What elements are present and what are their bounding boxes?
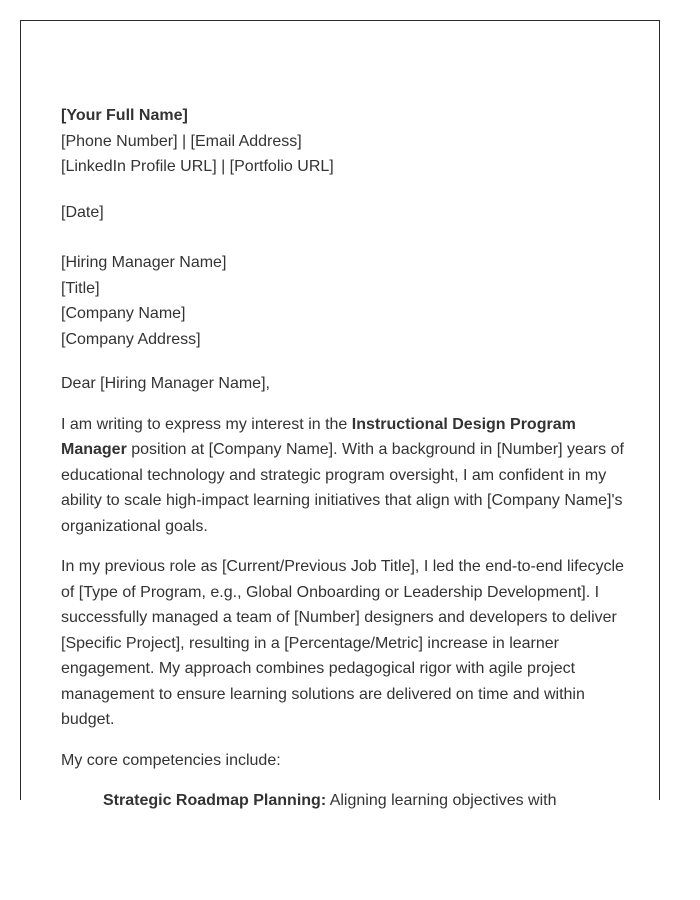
- sender-block: [61, 103, 625, 180]
- list-item: [103, 788, 625, 814]
- sender-name: [Your Full Name]: [61, 107, 188, 124]
- letter-date: [Date]: [61, 203, 104, 221]
- body-paragraph-2: In my previous role as [Current/Previous Job Title], I led the end-to-end lifecycle of [Type of Program, e.g., Global Onboarding or Leadership Development]. I successfully managed a team of [Number] designers and developers to deliver [Specific Project], resulting in a [Percentage/Metric] increase in learner engagement. My approach combines pedagogical rigor with agile project management to ensure learning solutions are delivered on time and within budget.: [61, 558, 624, 728]
- paragraph-1-rest: position at [Company Name]. With a background in [Number] years of educational technology and strategic program oversight, I am confident in my ability to scale high-impact learning initiatives that align with [Company Name]'s organizational goals.: [61, 441, 624, 535]
- salutation: [61, 371, 625, 397]
- recipient-block: [61, 250, 625, 352]
- sender-contact-line-2: [LinkedIn Profile URL] | [Portfolio URL]: [61, 158, 334, 175]
- recipient-company: [Company Name]: [61, 305, 186, 322]
- sender-contact-line-1: [Phone Number] | [Email Address]: [61, 132, 302, 150]
- letter-content: [61, 103, 625, 814]
- competencies-list: [61, 788, 625, 814]
- recipient-address: [Company Address]: [61, 330, 201, 348]
- recipient-name: [Hiring Manager Name]: [61, 254, 227, 271]
- position-title: Instructional Design Program Manager: [61, 415, 576, 458]
- recipient-title: [Title]: [61, 279, 100, 297]
- competency-text: Aligning learning objectives with: [326, 792, 557, 809]
- letter-page: [20, 20, 660, 809]
- paragraph-1-intro: I am writing to express my interest in the: [61, 415, 352, 433]
- body-paragraph-1: [61, 412, 625, 540]
- salutation-text: Dear [Hiring Manager Name],: [61, 375, 270, 392]
- competencies-intro: My core competencies include:: [61, 751, 281, 769]
- competency-title: Strategic Roadmap Planning:: [103, 792, 327, 809]
- date-block: [61, 200, 625, 226]
